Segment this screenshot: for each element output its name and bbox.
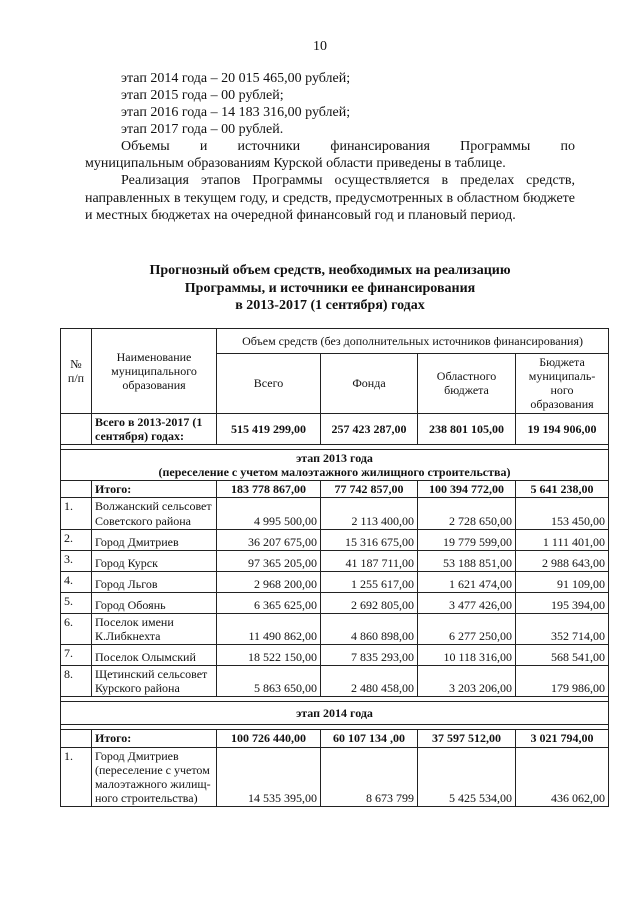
subtotal-regional: 100 394 772,00	[418, 481, 516, 498]
row-municipal: 91 109,00	[516, 571, 609, 592]
row-num: 4.	[61, 571, 92, 592]
row-num: 8.	[61, 666, 92, 697]
stage-line: этап 2014 года – 20 015 465,00 рублей;	[121, 71, 351, 86]
row-total: 11 490 862,00	[217, 613, 321, 644]
stage-2013-title-cell	[61, 449, 609, 480]
table-row	[61, 747, 609, 807]
subtotal-municipal: 5 641 238,00	[516, 481, 609, 498]
header-fund: Фонда	[321, 354, 418, 414]
header-row	[61, 329, 609, 354]
row-fund: 2 113 400,00	[321, 498, 418, 529]
row-total: 4 995 500,00	[217, 498, 321, 529]
stage-2014-header	[61, 702, 609, 725]
row-name: Поселок Олымский	[92, 645, 217, 666]
row-total: 97 365 205,00	[217, 550, 321, 571]
row-regional: 3 477 426,00	[418, 592, 516, 613]
row-num: 5.	[61, 592, 92, 613]
table-row	[61, 645, 609, 666]
row-num: 2.	[61, 529, 92, 550]
stage-line: этап 2016 года – 14 183 316,00 рублей;	[121, 105, 351, 121]
stage-2013-header	[61, 449, 609, 480]
row-name: Город Дмитриев	[92, 529, 217, 550]
grand-total-municipal: 19 194 906,00	[516, 413, 609, 444]
header-num: № п/п	[61, 329, 92, 414]
table-row	[61, 571, 609, 592]
header-name: Наименование муниципального образования	[92, 329, 217, 414]
funding-line-end: муниципальным образованиям Курской области приведены в таблице.	[85, 156, 506, 172]
row-regional: 53 188 851,00	[418, 550, 516, 571]
subtotal-regional: 37 597 512,00	[418, 730, 516, 747]
stage-line: этап 2017 года – 00 рублей.	[121, 122, 284, 138]
row-fund: 41 187 711,00	[321, 550, 418, 571]
row-name: Волжанский сельсовет Советского района	[92, 498, 217, 529]
subtotal-total: 183 778 867,00	[217, 481, 321, 498]
row-regional: 3 203 206,00	[418, 666, 516, 697]
row-name: Поселок имени К.Либкнехта	[92, 613, 217, 644]
row-total: 6 365 625,00	[217, 592, 321, 613]
row-municipal: 2 988 643,00	[516, 550, 609, 571]
row-municipal: 179 986,00	[516, 666, 609, 697]
funding-word: источники	[237, 139, 301, 155]
row-fund: 7 835 293,00	[321, 645, 418, 666]
row-fund: 1 255 617,00	[321, 571, 418, 592]
subtotal-municipal: 3 021 794,00	[516, 730, 609, 747]
subtotal-total: 100 726 440,00	[217, 730, 321, 747]
subtotal-num-cell	[61, 730, 92, 747]
implementation-paragraph: Реализация этапов Программы осуществляется в пределах средств, направленных в текущем году, и средств, предусмотренных в областном бюджете и местных бюджетах на очередной финансовый год и плановый период.	[85, 173, 575, 223]
row-total: 5 863 650,00	[217, 666, 321, 697]
row-municipal: 195 394,00	[516, 592, 609, 613]
grand-total-label: Всего в 2013-2017 (1 сентября) годах:	[92, 413, 217, 444]
row-name: Город Льгов	[92, 571, 217, 592]
grand-total-num-cell	[61, 413, 92, 444]
header-municipal: Бюджета муниципаль-ного образования	[516, 354, 609, 414]
row-fund: 15 316 675,00	[321, 529, 418, 550]
row-name: Щетинский сельсовет Курского района	[92, 666, 217, 697]
funding-word: финансирования	[330, 139, 430, 155]
page-number: 10	[313, 39, 327, 54]
row-regional: 1 621 474,00	[418, 571, 516, 592]
row-regional: 10 118 316,00	[418, 645, 516, 666]
grand-total-total: 515 419 299,00	[217, 413, 321, 444]
header-volume: Объем средств (без дополнительных источников финансирования)	[217, 329, 609, 354]
row-municipal: 436 062,00	[516, 747, 609, 807]
stage-2013-subtotal	[61, 481, 609, 498]
funding-word: Программы	[460, 139, 531, 155]
stage-2013-title: этап 2013 года	[296, 450, 373, 465]
funding-word: по	[560, 139, 576, 155]
table-row	[61, 529, 609, 550]
row-municipal: 153 450,00	[516, 498, 609, 529]
row-name: Город Дмитриев (переселение с учетом малоэтажного жилищ-ного строительства)	[92, 747, 217, 807]
header-regional: Областного бюджета	[418, 354, 516, 414]
grand-total-fund: 257 423 287,00	[321, 413, 418, 444]
row-num: 1.	[61, 747, 92, 807]
row-fund: 2 692 805,00	[321, 592, 418, 613]
subtotal-fund: 60 107 134 ,00	[321, 730, 418, 747]
row-regional: 5 425 534,00	[418, 747, 516, 807]
row-total: 36 207 675,00	[217, 529, 321, 550]
row-num: 1.	[61, 498, 92, 529]
row-regional: 2 728 650,00	[418, 498, 516, 529]
row-regional: 19 779 599,00	[418, 529, 516, 550]
table-title	[85, 262, 575, 315]
funding-word: и	[199, 139, 208, 155]
row-num: 6.	[61, 613, 92, 644]
stage-2013-subtitle: (переселение с учетом малоэтажного жилищного строительства)	[158, 465, 511, 480]
row-fund: 4 860 898,00	[321, 613, 418, 644]
funding-word: Объемы	[121, 139, 170, 155]
table-row	[61, 498, 609, 529]
header-total: Всего	[217, 354, 321, 414]
row-fund: 2 480 458,00	[321, 666, 418, 697]
row-name: Город Обоянь	[92, 592, 217, 613]
row-fund: 8 673 799	[321, 747, 418, 807]
intro-text	[85, 70, 575, 224]
stage-2014-subtotal	[61, 730, 609, 747]
row-municipal: 568 541,00	[516, 645, 609, 666]
table-row	[61, 613, 609, 644]
table-row	[61, 666, 609, 697]
funding-table	[60, 328, 609, 807]
row-regional: 6 277 250,00	[418, 613, 516, 644]
row-num: 7.	[61, 645, 92, 666]
grand-total-row	[61, 413, 609, 444]
subtotal-num-cell	[61, 481, 92, 498]
table-title-line: в 2013-2017 (1 сентября) годах	[235, 298, 425, 313]
table-row	[61, 592, 609, 613]
row-total: 2 968 200,00	[217, 571, 321, 592]
subtotal-label: Итого:	[92, 481, 217, 498]
stage-line: этап 2015 года – 00 рублей;	[121, 88, 284, 104]
stage-2014-title: этап 2014 года	[61, 702, 609, 725]
row-municipal: 1 111 401,00	[516, 529, 609, 550]
row-municipal: 352 714,00	[516, 613, 609, 644]
table-row	[61, 550, 609, 571]
grand-total-regional: 238 801 105,00	[418, 413, 516, 444]
table-title-line: Прогнозный объем средств, необходимых на реализацию	[149, 263, 511, 278]
subtotal-label: Итого:	[92, 730, 217, 747]
row-name: Город Курск	[92, 550, 217, 571]
row-num: 3.	[61, 550, 92, 571]
row-total: 14 535 395,00	[217, 747, 321, 807]
funding-line	[85, 138, 575, 155]
row-total: 18 522 150,00	[217, 645, 321, 666]
subtotal-fund: 77 742 857,00	[321, 481, 418, 498]
table-title-line: Программы, и источники ее финансирования	[184, 280, 476, 296]
